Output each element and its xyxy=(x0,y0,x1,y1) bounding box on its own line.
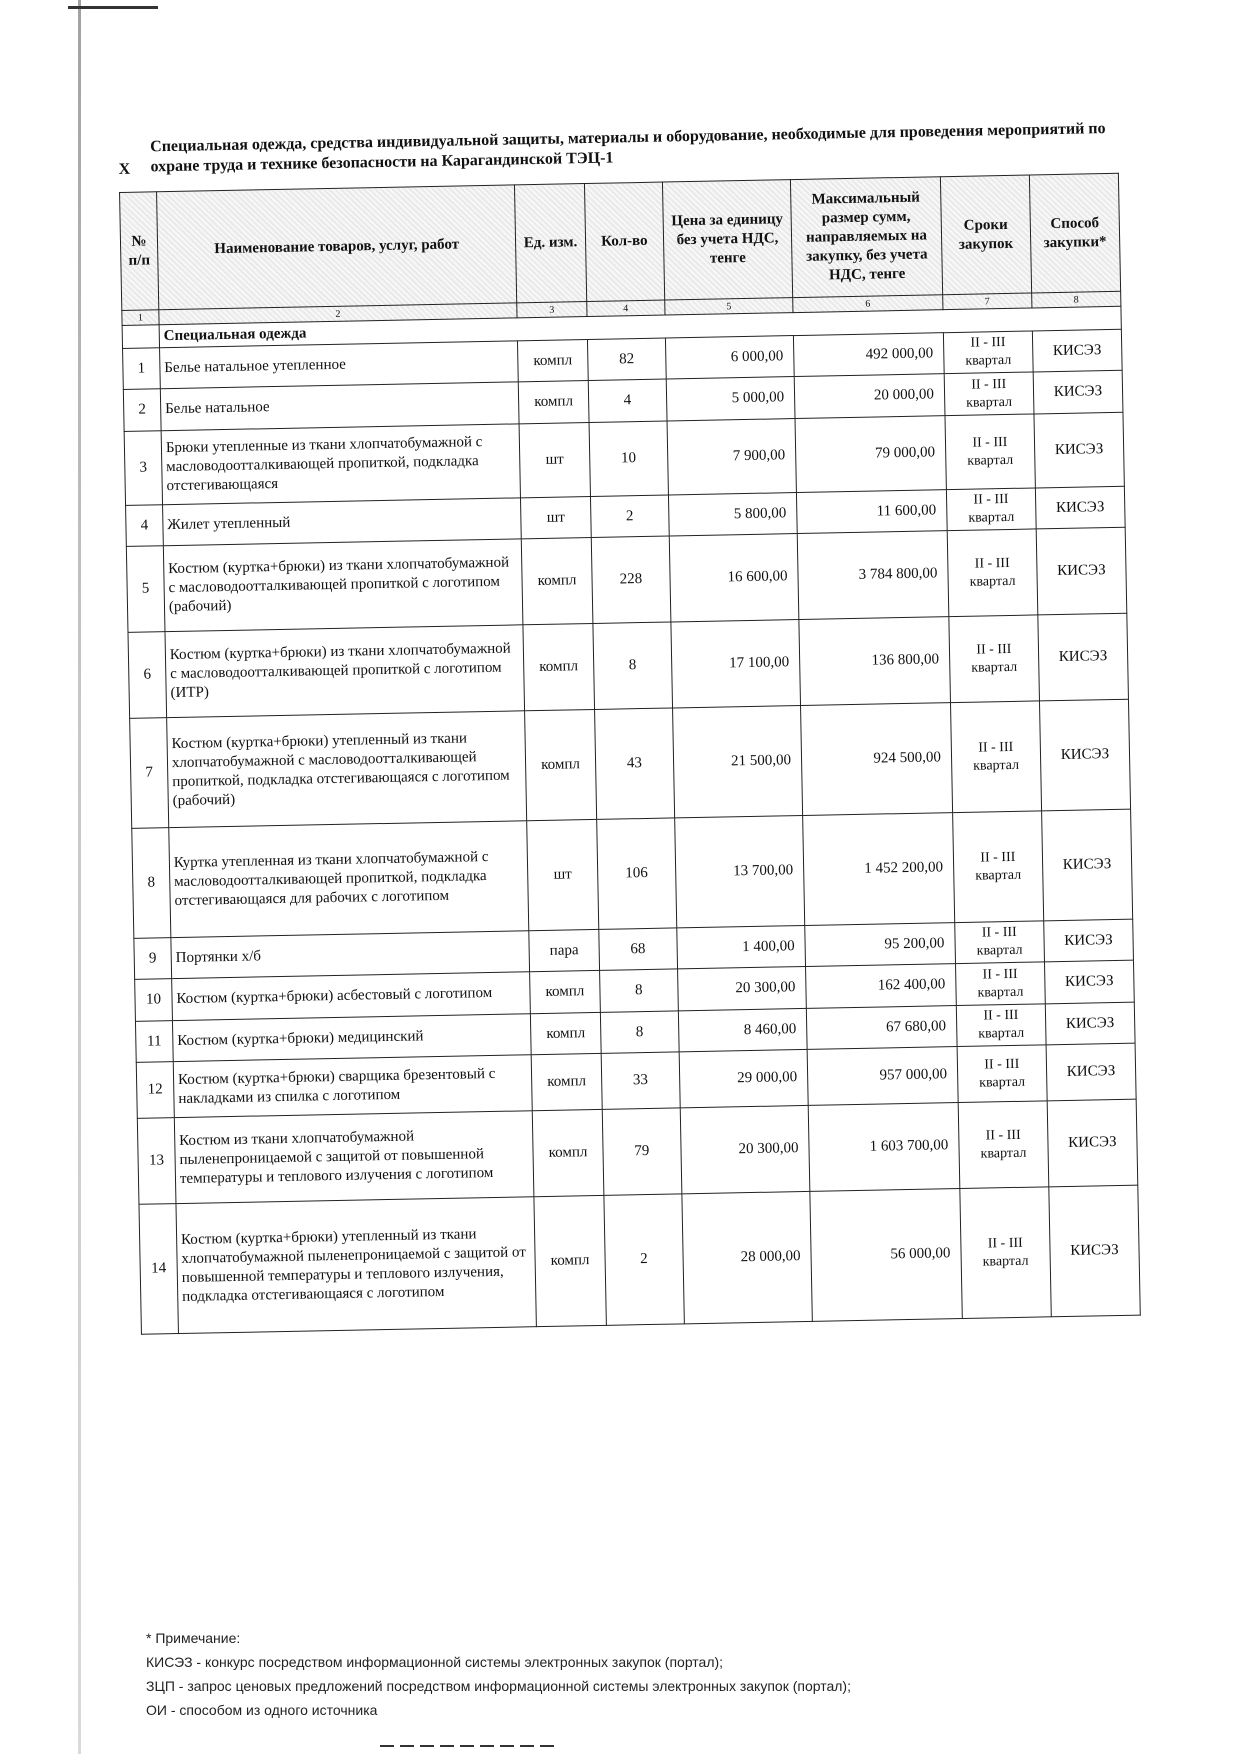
item-name: Жилет утепленный xyxy=(162,498,521,546)
section-number: X xyxy=(118,160,131,178)
row-number: 1 xyxy=(123,348,161,390)
unit-price: 13 700,00 xyxy=(675,815,805,927)
max-amount: 56 000,00 xyxy=(810,1189,962,1322)
max-amount: 924 500,00 xyxy=(801,703,953,816)
max-amount: 1 452 200,00 xyxy=(803,813,955,926)
header-cell: Кол-во xyxy=(584,182,664,301)
procurement-method: КИСЭЗ xyxy=(1039,699,1130,811)
row-number: 9 xyxy=(134,938,172,980)
unit-of-measure: компл xyxy=(523,623,594,710)
max-amount: 95 200,00 xyxy=(805,923,956,967)
procurement-method: КИСЭЗ xyxy=(1038,613,1129,701)
unit-of-measure: компл xyxy=(522,537,593,624)
item-name: Куртка утепленная из ткани хлопчатобумажной с масловодоотталкивающей пропиткой, подкладка отстегивающаяся для рабочих с логотипом xyxy=(169,821,529,938)
header-cell: Способ закупки* xyxy=(1029,173,1120,293)
section-heading xyxy=(118,119,1119,180)
unit-price: 29 000,00 xyxy=(679,1049,808,1107)
procurement-term: II - III квартал xyxy=(949,615,1040,703)
table-row xyxy=(139,1185,1140,1334)
page-bottom-dashes xyxy=(380,1745,560,1747)
max-amount: 162 400,00 xyxy=(806,964,957,1009)
procurement-term: II - III квартал xyxy=(958,1101,1049,1189)
procurement-method: КИСЭЗ xyxy=(1036,527,1127,615)
procurement-term: II - III квартал xyxy=(960,1187,1052,1319)
category-empty-cell xyxy=(122,325,159,349)
column-number: 2 xyxy=(159,303,518,325)
footnote-title: * Примечание: xyxy=(146,1630,241,1646)
row-number: 10 xyxy=(135,979,173,1022)
column-number: 6 xyxy=(793,295,943,313)
unit-price: 20 300,00 xyxy=(680,1105,810,1193)
procurement-term: II - III квартал xyxy=(952,811,1043,923)
item-name: Костюм (куртка+брюки) сварщика брезентовый с накладками из спилка с логотипом xyxy=(173,1055,532,1118)
unit-of-measure: компл xyxy=(532,1109,603,1196)
quantity: 106 xyxy=(596,818,676,929)
max-amount: 3 784 800,00 xyxy=(797,531,948,620)
header-cell: Сроки закупок xyxy=(940,175,1031,295)
unit-of-measure: шт xyxy=(521,497,591,539)
unit-price: 28 000,00 xyxy=(682,1191,813,1323)
quantity: 79 xyxy=(602,1108,682,1195)
item-name: Портянки х/б xyxy=(171,931,530,979)
unit-of-measure: шт xyxy=(527,819,599,930)
procurement-method: КИСЭЗ xyxy=(1049,1185,1141,1317)
procurement-method: КИСЭЗ xyxy=(1033,370,1123,414)
footnote-line: ЗЦП - запрос ценовых предложений посредством информационной системы электронных закупок (портал); xyxy=(146,1678,851,1694)
table-row xyxy=(130,699,1131,828)
procurement-table xyxy=(119,173,1141,1335)
row-number: 8 xyxy=(132,828,171,939)
procurement-term: II - III квартал xyxy=(946,488,1036,531)
item-name: Костюм из ткани хлопчатобумажной пыленепроницаемой с защитой от повышенной температуры и теплового излучения с логотипом xyxy=(174,1111,534,1204)
max-amount: 79 000,00 xyxy=(795,416,946,493)
row-number: 7 xyxy=(130,718,169,829)
procurement-method: КИСЭЗ xyxy=(1045,1002,1135,1045)
unit-price: 8 460,00 xyxy=(678,1008,807,1051)
procurement-term: II - III квартал xyxy=(955,921,1045,964)
header-cell: Наименование товаров, услуг, работ xyxy=(156,185,517,310)
unit-price: 6 000,00 xyxy=(665,336,794,379)
item-name: Костюм (куртка+брюки) из ткани хлопчатобумажной с масловодоотталкивающей пропиткой с логотипом (ИТР) xyxy=(165,625,525,718)
procurement-term: II - III квартал xyxy=(955,962,1045,1006)
unit-of-measure: компл xyxy=(531,1053,602,1110)
item-name: Костюм (куртка+брюки) медицинский xyxy=(172,1014,531,1062)
unit-of-measure: компл xyxy=(525,709,597,820)
quantity: 8 xyxy=(600,1011,679,1053)
item-name: Брюки утепленные из ткани хлопчатобумажной с масловодоотталкивающей пропиткой, подкладка отстегивающаяся xyxy=(161,424,521,505)
row-number: 11 xyxy=(135,1021,173,1063)
header-cell: Максимальный размер сумм, направляемых на закупку, без учета НДС, тенге xyxy=(790,177,942,298)
unit-of-measure: компл xyxy=(531,1012,601,1054)
item-name: Костюм (куртка+брюки) из ткани хлопчатобумажной с масловодоотталкивающей пропиткой с логотипом (рабочий) xyxy=(163,539,523,632)
footnote-block xyxy=(146,1626,851,1722)
quantity: 68 xyxy=(599,928,678,970)
unit-price: 5 000,00 xyxy=(666,377,795,421)
max-amount: 957 000,00 xyxy=(807,1047,958,1106)
quantity: 4 xyxy=(588,379,667,422)
column-number: 3 xyxy=(517,302,587,318)
unit-of-measure: компл xyxy=(518,340,588,382)
row-number: 12 xyxy=(136,1062,174,1119)
quantity: 10 xyxy=(589,421,669,496)
quantity: 2 xyxy=(590,495,669,537)
unit-price: 20 300,00 xyxy=(677,966,806,1010)
procurement-term: II - III квартал xyxy=(956,1004,1046,1047)
quantity: 8 xyxy=(593,622,673,709)
unit-of-measure: компл xyxy=(534,1195,606,1326)
procurement-method: КИСЭЗ xyxy=(1035,486,1125,529)
unit-price: 1 400,00 xyxy=(677,925,806,968)
table-header-row xyxy=(120,173,1121,310)
column-number: 1 xyxy=(122,310,159,326)
header-cell: № п/п xyxy=(120,192,159,311)
footnote-line: ОИ - способом из одного источника xyxy=(146,1702,378,1718)
procurement-term: II - III квартал xyxy=(944,372,1034,416)
procurement-term: II - III квартал xyxy=(947,529,1038,617)
row-number: 6 xyxy=(128,632,167,719)
unit-price: 16 600,00 xyxy=(669,534,799,622)
quantity: 82 xyxy=(587,338,666,380)
row-number: 4 xyxy=(126,505,164,547)
unit-price: 7 900,00 xyxy=(667,419,797,495)
column-number: 5 xyxy=(665,298,793,315)
item-name: Костюм (куртка+брюки) утепленный из ткани хлопчатобумажной пыленепроницаемой с защитой от повышенной температуры и теплового излучения, подкладка отстегивающаяся с логотипом xyxy=(176,1197,537,1334)
procurement-term: II - III квартал xyxy=(950,701,1041,813)
procurement-term: II - III квартал xyxy=(945,414,1035,490)
header-cell: Ед. изм. xyxy=(515,184,587,303)
table-row xyxy=(132,809,1133,938)
header-cell: Цена за единицу без учета НДС, тенге xyxy=(662,180,792,300)
unit-of-measure: компл xyxy=(518,381,588,424)
unit-price: 5 800,00 xyxy=(668,493,797,536)
procurement-method: КИСЭЗ xyxy=(1032,329,1122,372)
max-amount: 136 800,00 xyxy=(799,617,950,706)
unit-of-measure: компл xyxy=(530,970,600,1013)
row-number: 2 xyxy=(123,389,161,432)
scan-edge-shadow xyxy=(78,0,81,1754)
item-name: Белье натальное утепленное xyxy=(159,341,518,389)
max-amount: 492 000,00 xyxy=(793,333,944,377)
max-amount: 11 600,00 xyxy=(796,490,947,534)
quantity: 43 xyxy=(594,708,674,819)
unit-price: 17 100,00 xyxy=(671,620,801,708)
max-amount: 1 603 700,00 xyxy=(808,1103,959,1192)
column-number: 4 xyxy=(586,300,664,316)
procurement-method: КИСЭЗ xyxy=(1044,960,1134,1004)
max-amount: 67 680,00 xyxy=(806,1006,957,1050)
unit-of-measure: пара xyxy=(529,929,599,971)
quantity: 228 xyxy=(591,536,671,623)
row-number: 5 xyxy=(126,546,165,633)
procurement-term: II - III квартал xyxy=(943,331,1033,374)
procurement-method: КИСЭЗ xyxy=(1034,412,1125,488)
procurement-method: КИСЭЗ xyxy=(1047,1099,1138,1187)
footnote-line: КИСЭЗ - конкурс посредством информационной системы электронных закупок (портал); xyxy=(146,1654,724,1670)
section-title: Специальная одежда, средства индивидуальной защиты, материалы и оборудование, необходимые для проведения мероприятий по охране труда и технике безопасности на Карагандинской ТЭЦ-1 xyxy=(150,120,1106,176)
quantity: 8 xyxy=(599,969,678,1012)
quantity: 2 xyxy=(604,1194,685,1325)
item-name: Костюм (куртка+брюки) утепленный из ткани хлопчатобумажной с масловодоотталкивающей пропиткой, подкладка отстегивающаяся с логотипом (рабочий) xyxy=(167,711,527,828)
item-name: Костюм (куртка+брюки) асбестовый с логотипом xyxy=(172,972,531,1021)
max-amount: 20 000,00 xyxy=(794,374,945,419)
row-number: 14 xyxy=(139,1204,178,1335)
unit-of-measure: шт xyxy=(519,423,590,498)
row-number: 3 xyxy=(124,431,162,506)
procurement-method: КИСЭЗ xyxy=(1046,1043,1136,1101)
quantity: 33 xyxy=(601,1052,680,1109)
column-number: 7 xyxy=(943,293,1032,310)
procurement-term: II - III квартал xyxy=(957,1045,1047,1103)
scan-corner-mark xyxy=(68,6,158,9)
procurement-method: КИСЭЗ xyxy=(1044,919,1134,962)
row-number: 13 xyxy=(137,1118,176,1205)
procurement-section xyxy=(118,119,1141,1335)
category-label: Специальная одежда xyxy=(159,306,1121,347)
unit-price: 21 500,00 xyxy=(672,706,802,818)
procurement-method: КИСЭЗ xyxy=(1041,809,1132,921)
item-name: Белье натальное xyxy=(160,382,519,431)
column-number: 8 xyxy=(1032,291,1121,308)
